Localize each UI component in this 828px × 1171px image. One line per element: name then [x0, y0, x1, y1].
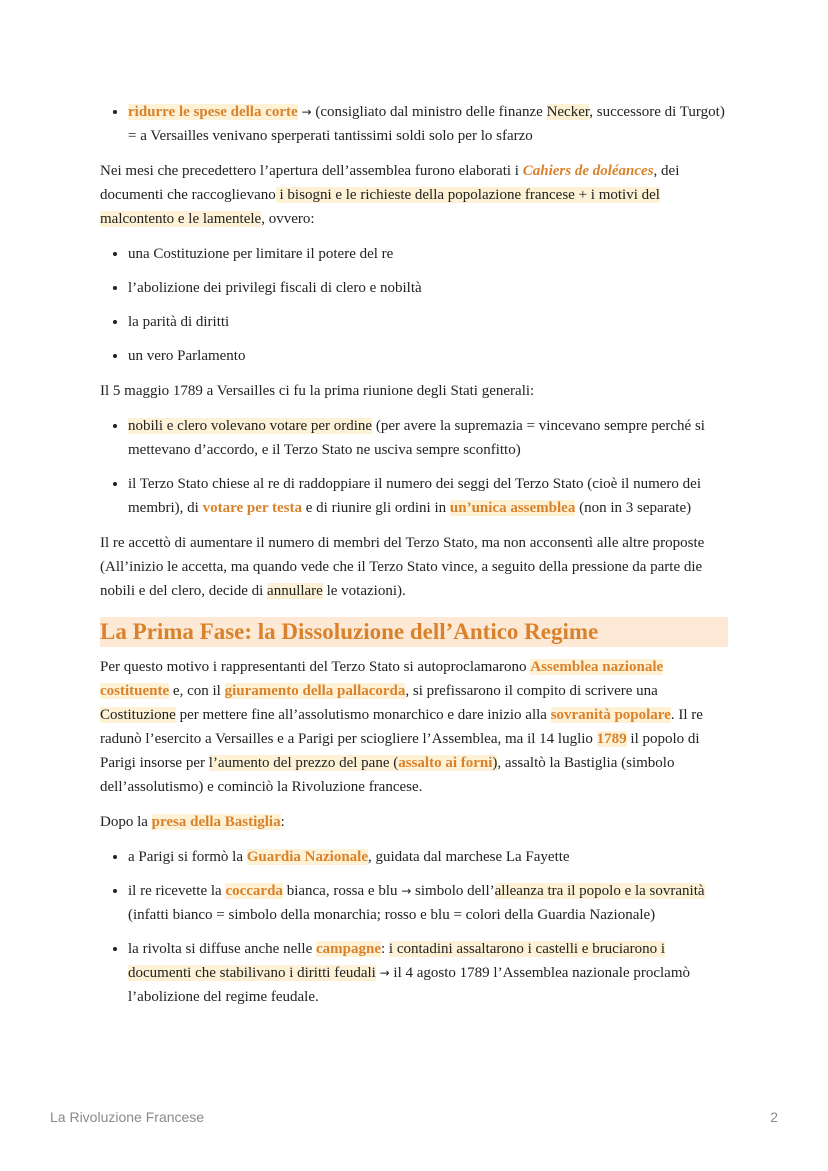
- document-body: [100, 100, 728, 1020]
- bullet-list-dopo: [100, 845, 728, 1009]
- key-term: presa della Bastiglia: [151, 814, 281, 830]
- key-term: 1789: [596, 731, 627, 747]
- bullet-list-cahiers: [100, 242, 728, 368]
- highlight: alleanza tra il popolo e la sovranità: [494, 883, 705, 899]
- highlight: Necker: [546, 104, 590, 120]
- paragraph-dopo: Dopo la presa della Bastiglia:: [100, 814, 285, 830]
- arrow-icon: →: [297, 105, 316, 119]
- paragraph-motivo: Per questo motivo i rappresentanti del Terzo Stato si autoproclamarono Assemblea nazionale costituente e, con il giuramento della pallacorda, si prefissarono il compito di scrivere una Costituzione per mettere fine all’assolutismo monarchico e dare inizio alla sovranità popolare. Il re radunò l’esercito a Versailles e a Parigi per sciogliere l’Assemblea, ma il 14 luglio 1789 il popolo di Parigi insorse per l’aumento del prezzo del pane (assalto ai forni), assaltò la Bastiglia (simbolo dell’assolutismo) e cominciò la Rivoluzione francese.: [100, 659, 703, 795]
- list-item: • ridurre le spese della corte → (consigliato dal ministro delle finanze Necker, successore di Turgot) = a Versailles venivano sperperati tantissimi soldi solo per lo sfarzo: [128, 100, 728, 148]
- footer-title: La Rivoluzione Francese: [50, 1109, 205, 1125]
- list-item: • un vero Parlamento: [128, 344, 728, 368]
- highlight: nobili e clero volevano votare per ordine: [128, 418, 373, 434]
- paragraph-maggio: Il 5 maggio 1789 a Versailles ci fu la prima riunione degli Stati generali:: [100, 383, 535, 399]
- list-item: • nobili e clero volevano votare per ordine (per avere la supremazia = vincevano sempre perché si mettevano d’accordo, e il Terzo Stato ne usciva sempre sconfitto): [128, 414, 728, 462]
- page-number: 2: [770, 1109, 778, 1125]
- highlight: annullare: [267, 583, 323, 599]
- key-term: Assemblea nazionale costituente: [100, 659, 664, 699]
- key-term: sovranità popolare: [550, 707, 671, 723]
- highlight: i bisogni e le richieste della popolazione francese + i motivi del malcontento e le lamentele: [100, 187, 660, 227]
- key-term: Guardia Nazionale: [246, 849, 368, 865]
- key-term: un’unica assemblea: [449, 500, 576, 516]
- key-term: coccarda: [225, 883, 283, 899]
- key-term: campagne: [316, 941, 381, 957]
- list-item: • il re ricevette la coccarda bianca, rossa e blu → simbolo dell’alleanza tra il popolo e la sovranità (infatti bianco = simbolo della monarchia; rosso e blu = colori della Guardia Nazionale): [128, 879, 728, 927]
- section-heading: La Prima Fase: la Dissoluzione dell’Antico Regime: [100, 617, 728, 647]
- bullet-list-top: [100, 100, 728, 148]
- highlight: ): [492, 755, 498, 771]
- key-term: giuramento della pallacorda: [224, 683, 406, 699]
- paragraph-re: Il re accettò di aumentare il numero di membri del Terzo Stato, ma non acconsentì alle altre proposte (All’inizio le accetta, ma quando vede che il Terzo Stato vince, a seguito della pressione da parte die nobili e del clero, decide di annullare le votazioni).: [100, 535, 705, 599]
- highlight: Costituzione: [100, 707, 176, 723]
- key-term: votare per testa: [202, 500, 302, 516]
- list-item: • a Parigi si formò la Guardia Nazionale, guidata dal marchese La Fayette: [128, 845, 728, 869]
- arrow-icon: →: [379, 966, 390, 980]
- list-item: • la parità di diritti: [128, 310, 728, 334]
- page-footer: [50, 1109, 778, 1125]
- bullet-list-maggio: [100, 414, 728, 520]
- highlight: l’aumento del prezzo del pane (: [208, 755, 399, 771]
- arrow-icon: →: [401, 884, 412, 898]
- list-item: • il Terzo Stato chiese al re di raddoppiare il numero dei seggi del Terzo Stato (cioè il numero dei membri), di votare per testa e di riunire gli ordini in un’unica assemblea (non in 3 separate): [128, 472, 728, 520]
- paragraph-cahiers: Nei mesi che precedettero l’apertura dell’assemblea furono elaborati i Cahiers de doléances, dei documenti che raccoglievano i bisogni e le richieste della popolazione francese + i motivi del malcontento e le lamentele, ovvero:: [100, 163, 680, 227]
- key-term: assalto ai forni: [398, 755, 493, 771]
- list-item: • una Costituzione per limitare il potere del re: [128, 242, 728, 266]
- list-item: • l’abolizione dei privilegi fiscali di clero e nobiltà: [128, 276, 728, 300]
- list-item: • la rivolta si diffuse anche nelle campagne: i contadini assaltarono i castelli e bruciarono i documenti che stabilivano i diritti feudali → il 4 agosto 1789 l’Assemblea nazionale proclamò l’abolizione del regime feudale.: [128, 937, 728, 1009]
- highlight: i contadini assaltarono i castelli e bruciarono i documenti che stabilivano i diritti feudali: [128, 941, 666, 981]
- key-term: ridurre le spese della corte: [128, 104, 298, 120]
- key-term: Cahiers de doléances: [522, 163, 654, 179]
